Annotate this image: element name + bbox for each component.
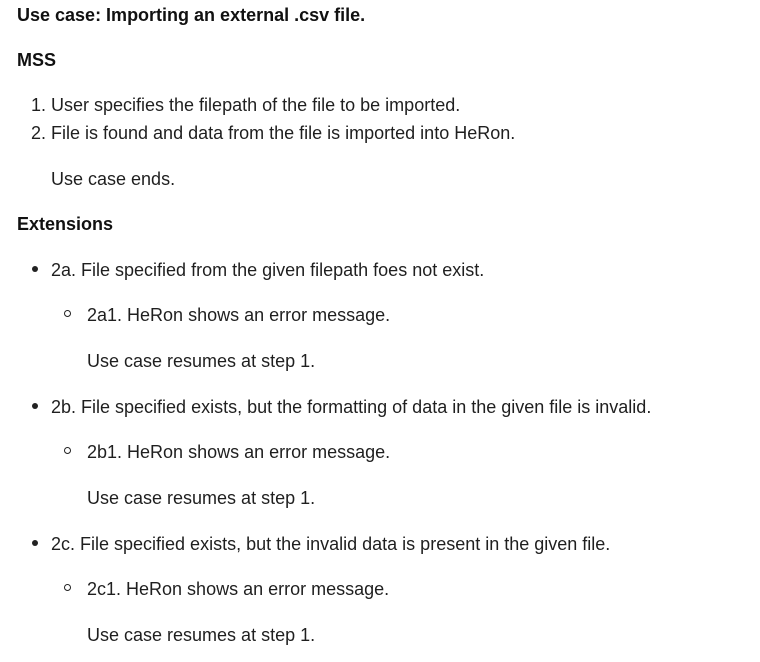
mss-step-text: File is found and data from the file is imported into HeRon. xyxy=(51,123,516,143)
bullet-circle-icon xyxy=(64,584,71,591)
use-case-title: Use case: Importing an external .csv file. xyxy=(17,5,366,25)
extension-item-text: 2a. File specified from the given filepath foes not exist. xyxy=(51,260,485,280)
mss-heading: MSS xyxy=(17,50,57,70)
extension-item-text: 2b. File specified exists, but the formatting of data in the given file is invalid. xyxy=(51,397,652,417)
extensions-heading: Extensions xyxy=(17,214,114,234)
bullet-disc-icon xyxy=(32,540,38,546)
bullet-circle-icon xyxy=(64,447,71,454)
bullet-disc-icon xyxy=(32,403,38,409)
extension-subitem-note: Use case resumes at step 1. xyxy=(87,488,316,508)
mss-end-note: Use case ends. xyxy=(51,169,176,189)
bullet-circle-icon xyxy=(64,310,71,317)
extension-subitem-note: Use case resumes at step 1. xyxy=(87,351,316,371)
mss-step-number: 1. xyxy=(31,95,47,115)
extension-item-text: 2c. File specified exists, but the invalid data is present in the given file. xyxy=(51,534,611,554)
mss-step-text: User specifies the filepath of the file to be imported. xyxy=(51,95,461,115)
bullet-disc-icon xyxy=(32,266,38,272)
mss-step-number: 2. xyxy=(31,123,47,143)
extension-subitem-text: 2c1. HeRon shows an error message. xyxy=(87,579,390,599)
extension-subitem-text: 2b1. HeRon shows an error message. xyxy=(87,442,391,462)
extension-subitem-text: 2a1. HeRon shows an error message. xyxy=(87,305,391,325)
extension-subitem-note: Use case resumes at step 1. xyxy=(87,625,316,645)
